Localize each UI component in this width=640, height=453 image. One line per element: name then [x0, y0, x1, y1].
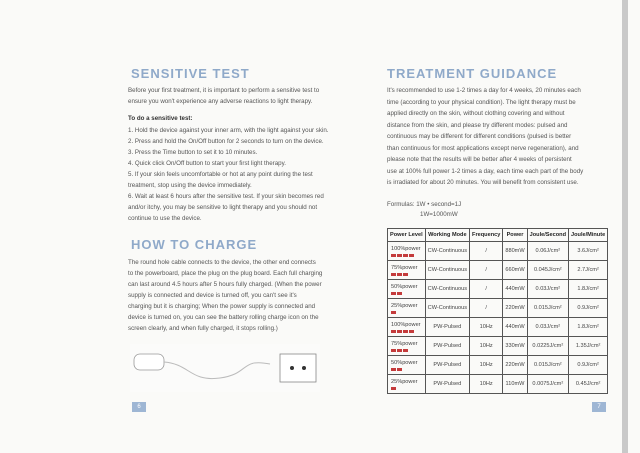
- table-row: [388, 242, 608, 261]
- table-cell-power: 440mW: [503, 318, 527, 337]
- treatment-guidance-title: TREATMENT GUIDANCE: [387, 66, 558, 81]
- guidance-line: is irradiated for about 20 minutes. You will benefit from consistent use.: [387, 179, 579, 186]
- charge-line: to the powerboard, place the plug on the plug board. Each full charging: [128, 270, 323, 277]
- table-cell-power: 220mW: [503, 356, 527, 375]
- table-cell-freq: /: [470, 280, 503, 299]
- power-level-cell: [388, 375, 426, 394]
- power-level-label: 75%power: [391, 265, 418, 271]
- power-bar: [397, 292, 402, 295]
- sensitive-intro-line-1: Before your first treatment, it is important to perform a sensitive test to: [128, 87, 320, 94]
- binding-edge: [622, 0, 628, 453]
- guidance-line: It's recommended to use 1-2 times a day for 4 weeks, 20 minutes each: [387, 87, 581, 94]
- sensitive-test-title: SENSITIVE TEST: [131, 66, 250, 81]
- table-cell-power: 880mW: [503, 242, 527, 261]
- table-cell-mode: PW-Pulsed: [425, 337, 469, 356]
- table-cell-freq: 10Hz: [470, 375, 503, 394]
- guidance-line: applied directly on the skin, without clothing covering and without: [387, 110, 565, 117]
- charge-line: charging but it is charging; When the power supply is connected and: [128, 303, 316, 310]
- power-bar: [409, 330, 414, 333]
- table-body: [388, 242, 608, 394]
- table-header-cell: Frequency: [470, 229, 503, 242]
- page-number-left: 6: [132, 402, 146, 412]
- power-level-bars: [391, 386, 423, 389]
- power-level-bars: [391, 329, 423, 332]
- power-level-bars: [391, 310, 423, 313]
- power-bar: [391, 387, 396, 390]
- table-cell-mode: CW-Continuous: [425, 261, 469, 280]
- table-row: [388, 261, 608, 280]
- table-cell-power: 440mW: [503, 280, 527, 299]
- table-row: [388, 356, 608, 375]
- power-bar: [403, 330, 408, 333]
- power-bar: [391, 292, 396, 295]
- power-bar: [397, 349, 402, 352]
- sensitive-step-line: treatment, stop using the device immediately.: [128, 182, 252, 189]
- table-cell-mode: CW-Continuous: [425, 280, 469, 299]
- table-cell-mode: CW-Continuous: [425, 242, 469, 261]
- table-cell-mode: PW-Pulsed: [425, 318, 469, 337]
- charge-line: The round hole cable connects to the device, the other end connects: [128, 259, 316, 266]
- table-cell-freq: 10Hz: [470, 337, 503, 356]
- sensitive-step-line: continue to use the device.: [128, 215, 202, 222]
- power-level-label: 50%power: [391, 284, 418, 290]
- table-cell-jps: 0.03J/cm²: [527, 280, 568, 299]
- power-table: [387, 228, 608, 394]
- table-cell-jpm: 1.8J/cm²: [569, 318, 608, 337]
- table-row: [388, 299, 608, 318]
- power-bar: [403, 254, 408, 257]
- power-bar: [403, 349, 408, 352]
- guidance-line: please note that the results will be better after 4 weeks of persistent: [387, 156, 572, 163]
- table-cell-jps: 0.06J/cm²: [527, 242, 568, 261]
- charge-line: supply is connected and device is turned off, you can't see it's: [128, 292, 297, 299]
- power-level-label: 100%power: [391, 246, 421, 252]
- power-bar: [391, 311, 396, 314]
- power-level-bars: [391, 272, 423, 275]
- table-cell-jps: 0.015J/cm²: [527, 356, 568, 375]
- table-cell-freq: /: [470, 299, 503, 318]
- table-cell-power: 110mW: [503, 375, 527, 394]
- page-number-right: 7: [592, 402, 606, 412]
- power-bar: [409, 254, 414, 257]
- guidance-line: use at 100% full power 1-2 times a day, each time each part of the body: [387, 167, 584, 175]
- table-header-cell: Joule/Minute: [569, 229, 608, 242]
- table-cell-jpm: 1.8J/cm²: [569, 280, 608, 299]
- power-level-cell: [388, 242, 426, 261]
- power-bar: [397, 368, 402, 371]
- power-level-label: 25%power: [391, 303, 418, 309]
- table-cell-jpm: 1.35J/cm²: [569, 337, 608, 356]
- table-cell-jps: 0.0075J/cm²: [527, 375, 568, 394]
- table-cell-freq: /: [470, 242, 503, 261]
- sensitive-step-line: 3. Press the Time button to set it to 10 minutes.: [128, 149, 258, 156]
- table-row: [388, 337, 608, 356]
- table-cell-jps: 0.03J/cm²: [527, 318, 568, 337]
- todo-heading: To do a sensitive test:: [128, 115, 193, 122]
- power-bar: [397, 273, 402, 276]
- guidance-line: continuous may be different for different conditions (pulsed is better: [387, 133, 572, 140]
- power-level-cell: [388, 318, 426, 337]
- power-bar: [391, 368, 396, 371]
- table-cell-freq: 10Hz: [470, 356, 503, 375]
- table-cell-jpm: 3.6J/cm²: [569, 242, 608, 261]
- formula-line-2: 1W=1000mW: [420, 211, 458, 218]
- sensitive-step-line: and/or itchy, you may be sensitive to light therapy and you should not: [128, 204, 318, 211]
- table-cell-jps: 0.045J/cm²: [527, 261, 568, 280]
- power-bar: [391, 254, 396, 257]
- table-row: [388, 280, 608, 299]
- power-bar: [391, 273, 396, 276]
- table-cell-jpm: 0.9J/cm²: [569, 299, 608, 318]
- table-cell-jps: 0.015J/cm²: [527, 299, 568, 318]
- table-cell-jpm: 0.9J/cm²: [569, 356, 608, 375]
- sensitive-step-line: 2. Press and hold the On/Off button for 2 seconds to turn on the device.: [128, 138, 324, 145]
- table-row: [388, 318, 608, 337]
- table-cell-jps: 0.0225J/cm²: [527, 337, 568, 356]
- power-level-label: 25%power: [391, 379, 418, 385]
- charge-line: screen clearly, and when fully charged, it stops rolling.): [128, 325, 278, 332]
- power-bar: [397, 330, 402, 333]
- table-cell-mode: PW-Pulsed: [425, 356, 469, 375]
- table-cell-power: 660mW: [503, 261, 527, 280]
- sensitive-step-line: 6. Wait at least 6 hours after the sensitive test. If your skin becomes red: [128, 193, 324, 200]
- power-level-cell: [388, 337, 426, 356]
- formula-line-1: Formulas: 1W • second=1J: [387, 201, 462, 208]
- table-header-cell: Joule/Second: [527, 229, 568, 242]
- sensitive-step-line: 5. If your skin feels uncomfortable or hot at any point during the test: [128, 171, 313, 178]
- power-bar: [397, 254, 402, 257]
- guidance-line: distance from the skin, and please try different modes: pulsed and: [387, 121, 568, 129]
- power-level-cell: [388, 356, 426, 375]
- power-level-bars: [391, 291, 423, 294]
- how-to-charge-title: HOW TO CHARGE: [131, 237, 258, 252]
- table-header-cell: Power Level: [388, 229, 426, 242]
- sensitive-intro-line-2: ensure you won't experience any adverse reactions to light therapy.: [128, 98, 313, 105]
- table-cell-mode: CW-Continuous: [425, 299, 469, 318]
- sensitive-step-line: 4. Quick click On/Off button to start your first light therapy.: [128, 160, 286, 167]
- power-level-bars: [391, 348, 423, 351]
- table-cell-jpm: 0.45J/cm²: [569, 375, 608, 394]
- power-level-bars: [391, 367, 423, 370]
- table-header-row: [388, 229, 608, 242]
- table-cell-jpm: 2.7J/cm²: [569, 261, 608, 280]
- power-level-cell: [388, 299, 426, 318]
- power-bar: [391, 349, 396, 352]
- charger-cable-illustration: [130, 344, 320, 392]
- table-cell-power: 330mW: [503, 337, 527, 356]
- table-cell-freq: /: [470, 261, 503, 280]
- power-level-cell: [388, 261, 426, 280]
- table-row: [388, 375, 608, 394]
- right-page: [362, 0, 640, 453]
- guidance-line: than continuous for most applications except nerve regeneration), and: [387, 144, 579, 152]
- power-bar: [403, 273, 408, 276]
- power-level-label: 50%power: [391, 360, 418, 366]
- power-level-cell: [388, 280, 426, 299]
- guidance-line: time (according to your physical condition). The light therapy must be: [387, 98, 576, 106]
- power-level-label: 75%power: [391, 341, 418, 347]
- power-level-label: 100%power: [391, 322, 421, 328]
- charge-line: can last around 4.5 hours after 5 hours fully charged. (When the power: [128, 281, 322, 288]
- power-level-bars: [391, 253, 423, 256]
- table-header-cell: Working Mode: [425, 229, 469, 242]
- charge-line: device is turned on, you can see the battery rolling charge icon on the: [128, 314, 319, 321]
- table-cell-freq: 10Hz: [470, 318, 503, 337]
- table-cell-power: 220mW: [503, 299, 527, 318]
- sensitive-step-line: 1. Hold the device against your inner arm, with the light against your skin.: [128, 127, 329, 134]
- power-bar: [391, 330, 396, 333]
- table-cell-mode: PW-Pulsed: [425, 375, 469, 394]
- table-header-cell: Power: [503, 229, 527, 242]
